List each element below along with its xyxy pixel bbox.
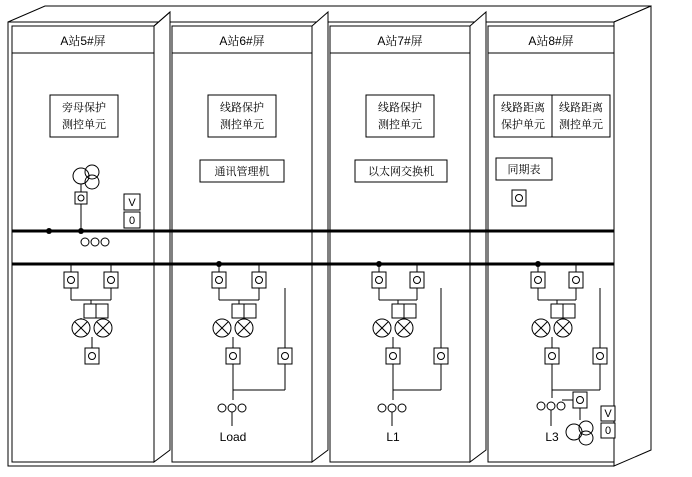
bus-node-2 xyxy=(78,228,84,234)
device-box-p6-1-line2: 测控单元 xyxy=(220,119,264,131)
meter-label-p8-0: 0 xyxy=(604,425,612,437)
device-box-p7-1-line1: 线路保护 xyxy=(378,102,422,114)
extra-box-p6-1-label: 通讯管理机 xyxy=(214,166,270,178)
bus-node-4 xyxy=(376,261,382,267)
feeder-label-p8: L3 xyxy=(545,430,559,444)
panel-title-5: A站5#屏 xyxy=(60,34,106,48)
meter-label-p5-v: V xyxy=(128,197,136,209)
feeder-label-p6: Load xyxy=(219,430,247,444)
panel-title-7: A站7#屏 xyxy=(377,34,423,48)
device-box-p6-1-line1: 线路保护 xyxy=(220,102,264,114)
small-meter-p8[interactable] xyxy=(512,190,526,206)
device-box-p8-2-line2: 测控单元 xyxy=(559,119,603,131)
panel-title-6: A站6#屏 xyxy=(219,34,265,48)
bus-node-5 xyxy=(535,261,541,267)
extra-box-p8-1-label: 同期表 xyxy=(507,164,541,176)
device-box-p5-1-line2: 测控单元 xyxy=(62,119,106,131)
extra-box-p7-1-label: 以太网交换机 xyxy=(368,166,434,178)
device-box-p5-1-line1: 旁母保护 xyxy=(62,102,106,114)
bus-node-3 xyxy=(216,261,222,267)
panel-title-8: A站8#屏 xyxy=(528,34,574,48)
feeder-label-p7: L1 xyxy=(386,430,400,444)
device-box-p7-1-line2: 测控单元 xyxy=(378,119,422,131)
meter-label-p5-0: 0 xyxy=(128,215,136,227)
bus-node-1 xyxy=(46,228,52,234)
device-box-p8-1-line1: 线路距离 xyxy=(501,102,545,114)
device-box-p8-2-line1: 线路距离 xyxy=(559,102,603,114)
meter-label-p8-v: V xyxy=(604,408,612,420)
device-box-p8-1-line2: 保护单元 xyxy=(501,119,545,131)
